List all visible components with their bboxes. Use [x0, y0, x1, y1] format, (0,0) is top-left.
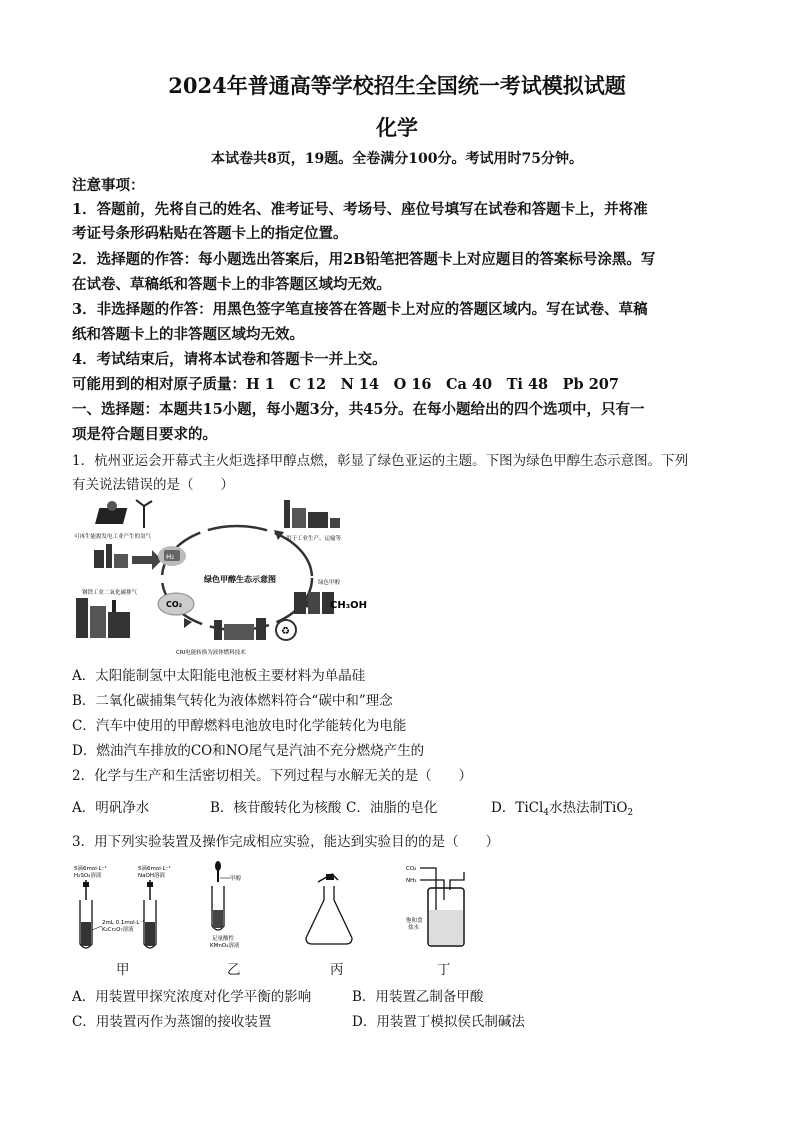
yi-label-top: 甲醇: [230, 876, 242, 882]
methanol-tanks-icon: [294, 592, 334, 614]
jia-label-l1: 5滴6mol·L⁻¹: [74, 866, 107, 872]
label-industry: 用于工业生产、运输等: [286, 536, 342, 542]
q2-stem: 2．化学与生产和生活密切相关。下列过程与水解无关的是（ ）: [72, 768, 473, 784]
label-cri: CRI电能转换为液体燃料技术: [176, 650, 246, 656]
q1-stem-b: 有关说法错误的是（ ）: [72, 477, 234, 493]
note-3a: 3．非选择题的作答：用黑色签字笔直接答在答题卡上对应的答题区域内。写在试卷、草稿: [72, 301, 648, 318]
section1-line2: 项是符合题目要求的。: [72, 426, 217, 443]
q1-option-b: B．二氧化碳捕集气转化为液体燃料符合“碳中和”理念: [72, 693, 393, 709]
q3-label-ding: 丁: [437, 962, 451, 978]
apparatus-svg: [72, 860, 492, 952]
industry-icon: [284, 500, 340, 528]
q2-option-c: C．油脂的皂化: [346, 800, 438, 816]
q2-option-d-sub1: 4: [543, 808, 550, 818]
factory-icon-1: [94, 544, 162, 570]
q2-option-d: [491, 796, 633, 818]
steel-plant-icon: [76, 598, 130, 638]
q1-option-c: C．汽车中使用的甲醇燃料电池放电时化学能转化为电能: [72, 718, 407, 734]
ding-label-g1: CO₂: [406, 866, 417, 872]
q2-option-d-mid: 水热法制TiO: [549, 800, 628, 816]
note-4: 4．考试结束后，请将本试卷和答题卡一并上交。: [72, 351, 387, 368]
ecosystem-svg: [72, 498, 372, 658]
jia-label-l2: H₂SO₄溶液: [74, 873, 102, 879]
note-1a: 1．答题前，先将自己的姓名、准考证号、考场号、座位号填写在试卷和答题卡上，并将准: [72, 201, 648, 218]
section1-line1: 一、选择题：本题共15小题，每小题3分，共45分。在每小题给出的四个选项中，只有一: [72, 401, 645, 418]
exam-title: 2024年普通高等学校招生全国统一考试模拟试题: [168, 73, 626, 98]
jia-label-r2: NaOH溶液: [138, 873, 165, 879]
q2-option-d-sub2: 2: [627, 808, 634, 818]
atomic-masses: 可能用到的相对原子质量：H 1 C 12 N 14 O 16 Ca 40 Ti 48 Pb 207: [72, 376, 619, 393]
q3-option-b: B．用装置乙制备甲酸: [352, 989, 484, 1005]
jia-label-r1: 5滴6mol·L⁻¹: [138, 866, 171, 872]
q2-option-a: A．明矾净水: [72, 800, 150, 816]
label-solar: 可再生能源发电工业产生的氢气: [74, 534, 152, 540]
label-methanol-pre: 绿色甲醇: [318, 580, 341, 586]
yi-label-b2: KMnO₄溶液: [210, 943, 240, 949]
q3-apparatus-figure: [72, 860, 492, 952]
label-co2: CO₂: [166, 600, 183, 609]
jia-label-b1: 2mL 0.1mol·L⁻¹: [102, 920, 145, 926]
note-1b: 考证号条形码粘贴在答题卡上的指定位置。: [72, 225, 348, 242]
label-h2: H₂: [166, 553, 175, 561]
note-3b: 纸和答题卡上的非答题区域均无效。: [72, 326, 304, 343]
diagram-center-label: 绿色甲醇生态示意图: [204, 575, 276, 584]
apparatus-bing: [306, 874, 352, 944]
apparatus-yi: [210, 861, 242, 949]
solar-panel-icon: [95, 500, 152, 528]
q1-stem-a: 1．杭州亚运会开幕式主火炬选择甲醇点燃，彰显了绿色亚运的主题。下图为绿色甲醇生态示意图。下列: [72, 453, 689, 469]
q3-label-jia: 甲: [116, 962, 130, 978]
note-2b: 在试卷、草稿纸和答题卡上的非答题区域均无效。: [72, 276, 391, 293]
q3-label-bing: 丙: [330, 962, 344, 978]
subject-title: 化学: [376, 115, 418, 140]
exam-info: 本试卷共8页，19题。全卷满分100分。考试用时75分钟。: [211, 151, 583, 167]
q3-option-a: A．用装置甲探究浓度对化学平衡的影响: [72, 989, 312, 1005]
q3-stem: 3．用下列实验装置及操作完成相应实验，能达到实验目的的是（ ）: [72, 834, 500, 850]
svg-text:♻: ♻: [281, 626, 290, 637]
q3-label-yi: 乙: [227, 962, 241, 978]
q2-option-b: B．核苷酸转化为核酸: [210, 800, 342, 816]
ding-label-l1: 饱和食: [406, 918, 423, 924]
q3-option-c: C．用装置丙作为蒸馏的接收装置: [72, 1014, 272, 1030]
q1-option-a: A．太阳能制氢中太阳能电池板主要材料为单晶硅: [72, 668, 366, 684]
ding-label-g2: NH₃: [406, 878, 417, 884]
jia-label-b2: K₂Cr₂O₇溶液: [102, 927, 134, 933]
cycle-arrow-1: [274, 530, 284, 540]
apparatus-ding: [406, 866, 464, 946]
q3-option-d: D．用装置丁模拟侯氏制碱法: [352, 1014, 525, 1030]
ding-label-l2: 盐水: [408, 925, 420, 931]
q1-ecosystem-diagram: [72, 498, 372, 658]
q2-option-d-pre: D．TiCl: [491, 800, 544, 816]
yi-label-b1: 足量酸性: [212, 936, 235, 942]
label-co2-source: 钢铁工业二氧化碳排气: [82, 590, 138, 596]
apparatus-jia: [74, 864, 171, 948]
q1-option-d: D．燃油汽车排放的CO和NO尾气是汽油不充分燃烧产生的: [72, 743, 425, 759]
note-2a: 2．选择题的作答：每小题选出答案后，用2B铅笔把答题卡上对应题目的答案标号涂黑。写: [72, 251, 656, 268]
label-methanol: CH₃OH: [330, 600, 367, 611]
notes-heading: 注意事项：: [72, 177, 145, 194]
